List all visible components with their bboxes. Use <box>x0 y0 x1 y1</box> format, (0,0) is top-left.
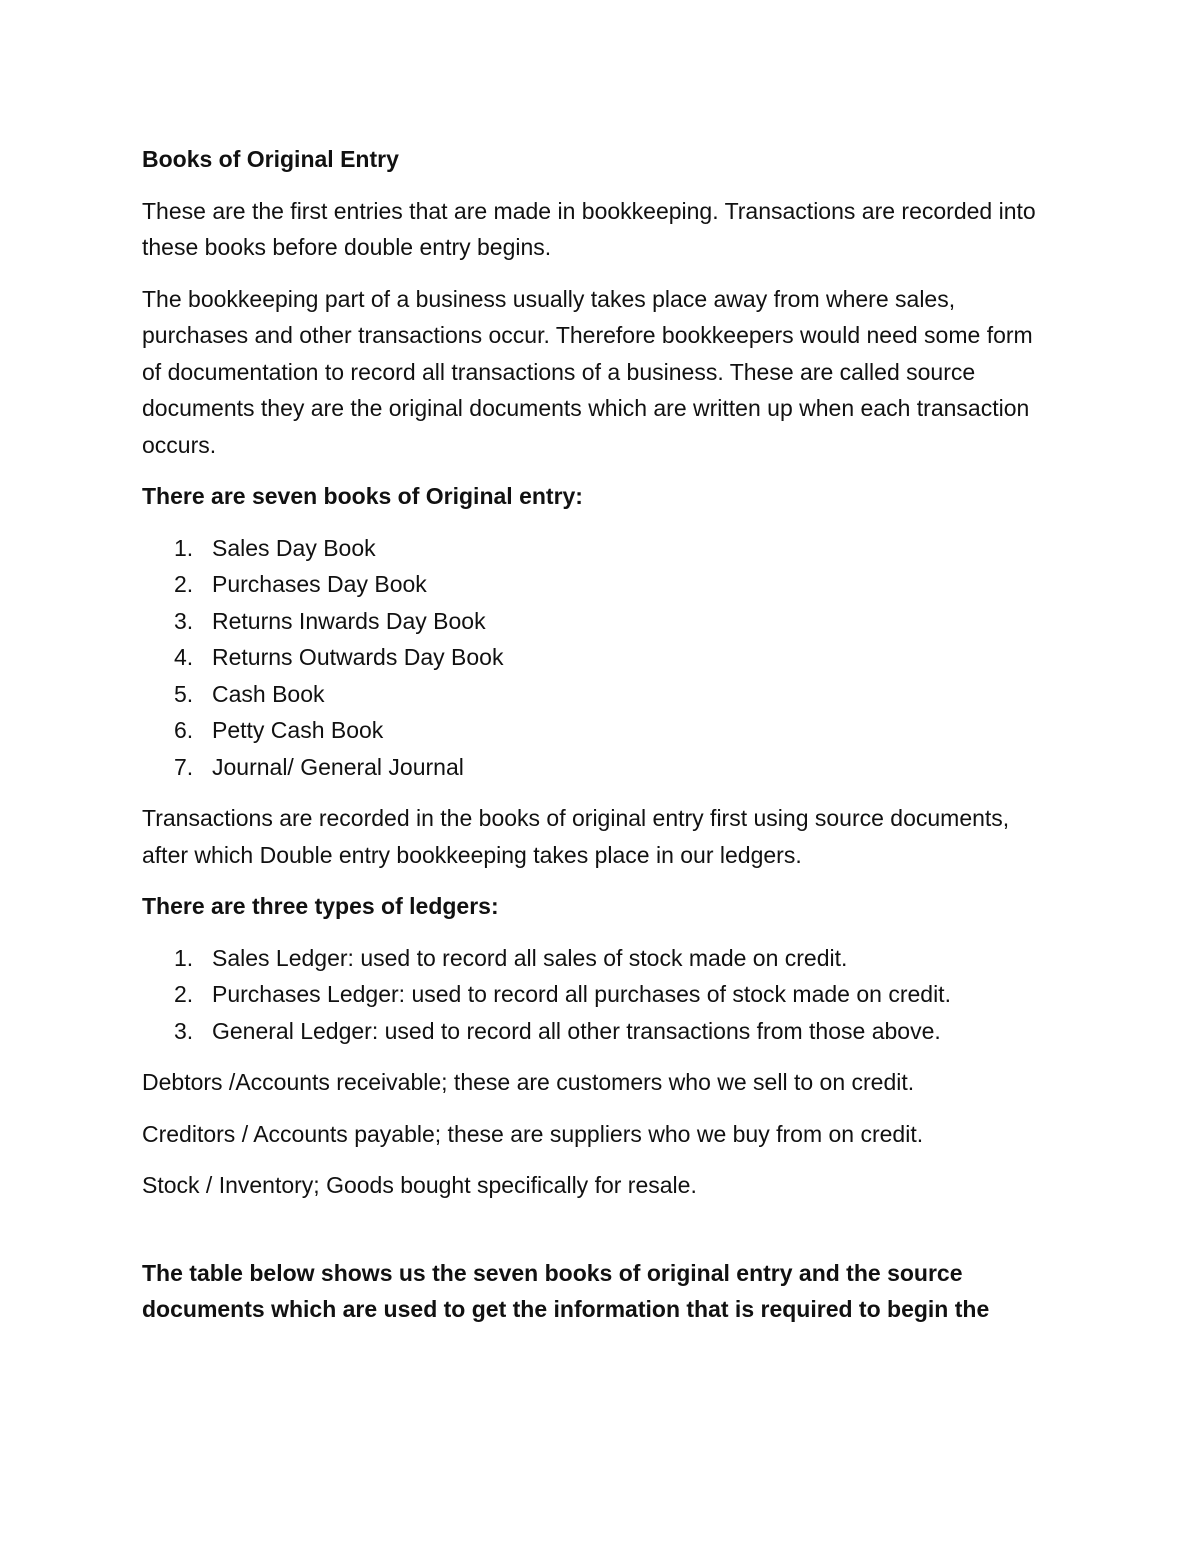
list-text: General Ledger: used to record all other transactions from those above. <box>212 1017 941 1044</box>
source-documents-paragraph: The bookkeeping part of a business usually takes place away from where sales, purchases and other transactions occur. Therefore bookkeepers would need some form of documentation to record all transactions of a business. These are called source documents they are the original documents which are written up when each transaction occurs. <box>142 285 1033 458</box>
list-number: 3. <box>174 607 194 634</box>
list-item <box>142 1013 1042 1050</box>
list-number: 4. <box>174 644 194 670</box>
stock-paragraph: Stock / Inventory; Goods bought specifically for resale. <box>142 1172 697 1198</box>
list-text: Returns Outwards Day Book <box>212 644 504 670</box>
list-number: 2. <box>174 981 194 1007</box>
books-list <box>142 530 1042 786</box>
list-item <box>142 639 1042 676</box>
list-item <box>142 603 1042 640</box>
list-item <box>142 940 1042 977</box>
list-number: 6. <box>174 717 194 743</box>
list-text: Cash Book <box>212 680 325 707</box>
list-number: 3. <box>174 1017 194 1044</box>
list-number: 1. <box>174 534 194 561</box>
list-text: Returns Inwards Day Book <box>212 607 486 634</box>
list-item <box>142 976 1042 1013</box>
list-number: 1. <box>174 944 194 971</box>
books-heading: There are seven books of Original entry: <box>142 483 583 509</box>
debtors-paragraph: Debtors /Accounts receivable; these are customers who we sell to on credit. <box>142 1069 915 1095</box>
document-title: Books of Original Entry <box>142 146 399 172</box>
list-item <box>142 712 1042 749</box>
ledgers-heading: There are three types of ledgers: <box>142 893 499 919</box>
creditors-paragraph: Creditors / Accounts payable; these are suppliers who we buy from on credit. <box>142 1120 924 1147</box>
intro-paragraph: These are the first entries that are made in bookkeeping. Transactions are recorded into these books before double entry begins. <box>142 197 1036 260</box>
list-text: Petty Cash Book <box>212 717 384 743</box>
list-text: Purchases Ledger: used to record all purchases of stock made on credit. <box>212 981 951 1007</box>
list-item <box>142 566 1042 603</box>
list-number: 7. <box>174 753 194 780</box>
list-item <box>142 749 1042 786</box>
list-text: Purchases Day Book <box>212 571 427 597</box>
list-item <box>142 676 1042 713</box>
ledgers-intro-paragraph: Transactions are recorded in the books of original entry first using source documents, after which Double entry bookkeeping takes place in our ledgers. <box>142 805 1010 868</box>
list-text: Sales Day Book <box>212 534 376 561</box>
ledgers-list <box>142 940 1042 1050</box>
list-number: 5. <box>174 680 194 707</box>
list-text: Sales Ledger: used to record all sales of stock made on credit. <box>212 944 848 971</box>
document-page <box>142 141 1042 1343</box>
blank-line <box>142 1219 1042 1255</box>
list-item <box>142 530 1042 567</box>
list-text: Journal/ General Journal <box>212 753 464 780</box>
table-intro-paragraph: The table below shows us the seven books of original entry and the source documents which are used to get the information that is required to begin the <box>142 1259 990 1322</box>
list-number: 2. <box>174 571 194 597</box>
